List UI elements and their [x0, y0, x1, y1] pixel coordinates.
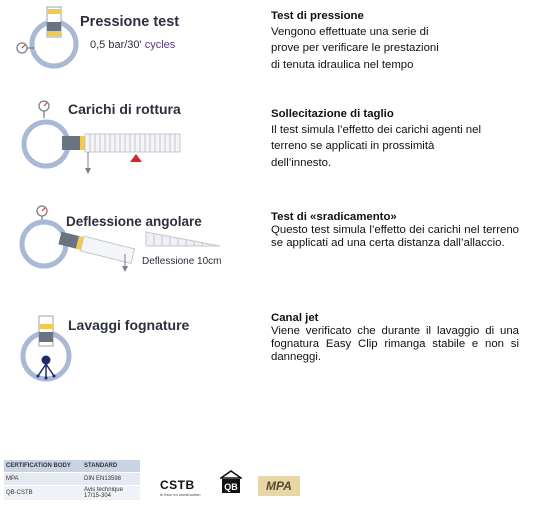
- mpa-logo: [258, 476, 300, 496]
- illustration-deflessione: [10, 202, 250, 286]
- body-line: dell’innesto.: [271, 156, 332, 169]
- body-line: Vengono effettuate una serie di: [271, 26, 429, 39]
- body-text: Viene verificato che durante il lavaggio di una fognatura Easy Clip rimanga stabile e non si danneggi.: [271, 325, 519, 363]
- qb-logo-text: QB: [224, 482, 238, 492]
- svg-text:0,5 bar/30' cycles: [90, 39, 176, 51]
- support-triangle-icon: [130, 154, 142, 162]
- text-block-deflessione: [271, 211, 519, 250]
- fitting-side: [80, 136, 85, 150]
- table-cell: MPA: [6, 476, 19, 482]
- row-pressione: [0, 4, 546, 84]
- fitting-top: [39, 324, 53, 329]
- table-cell: QB-CSTB: [6, 490, 33, 496]
- angled-pipe: [58, 231, 134, 264]
- illus-subtitle: 0,5 bar/30': [90, 39, 145, 51]
- illus-subtitle: Deflessione 10cm: [142, 256, 222, 267]
- mpa-logo-text: MPA: [266, 479, 292, 493]
- illustration-pressione: [10, 4, 250, 76]
- illus-title: Carichi di rottura: [68, 101, 181, 117]
- table-cell: Avis technique 17/15-304: [84, 487, 123, 499]
- jet-nozzle-icon: [37, 356, 56, 380]
- illus-title: Pressione test: [80, 14, 180, 30]
- qb-logo: [220, 470, 242, 499]
- text-block-carichi: [271, 106, 519, 171]
- fitting-top: [47, 9, 61, 14]
- body-line: di tenuta idraulica nel tempo: [271, 58, 414, 71]
- header-cell: CERTIFICATION BODY: [6, 463, 71, 469]
- heading: Sollecitazione di taglio: [271, 108, 394, 120]
- row-carichi: [0, 96, 546, 186]
- body-line: prove per verificare le prestazioni: [271, 42, 439, 55]
- text-block-lavaggi: [271, 312, 519, 364]
- text-block-pressione: [271, 8, 519, 73]
- corrugated-pipe: [85, 134, 180, 152]
- row-lavaggi: [0, 310, 546, 390]
- body-line: terreno se applicati in prossimità: [271, 140, 435, 153]
- table-header: [4, 460, 140, 473]
- row-deflessione: [0, 202, 546, 292]
- table-row: [4, 486, 140, 501]
- illus-subtitle-accent: cycles: [144, 39, 176, 51]
- illus-title: Lavaggi fognature: [68, 317, 190, 333]
- heading: Test di pressione: [271, 10, 364, 22]
- cstb-logo-text: CSTB: [160, 478, 195, 492]
- header-cell: STANDARD: [84, 463, 118, 469]
- heading: Test di «sradicamento»: [271, 211, 397, 223]
- cstb-tagline: le futur en construction: [160, 492, 201, 497]
- illus-title: Deflessione angolare: [66, 214, 202, 229]
- heading: Canal jet: [271, 312, 319, 324]
- table-cell: DIN EN13598: [84, 476, 122, 482]
- illustration-carichi: [10, 96, 250, 180]
- illustration-lavaggi: [10, 310, 250, 386]
- table-row: [4, 473, 140, 486]
- body-text: Questo test simula l’effetto dei carichi nel terreno se applicati ad una certa distanza dall’allaccio.: [271, 224, 519, 249]
- cstb-logo: [160, 478, 200, 497]
- certification-table: [4, 460, 140, 501]
- body-line: Il test simula l’effetto dei carichi agenti nel: [271, 124, 481, 137]
- pipe-ring: [24, 122, 68, 166]
- deflection-wedge: [146, 232, 220, 246]
